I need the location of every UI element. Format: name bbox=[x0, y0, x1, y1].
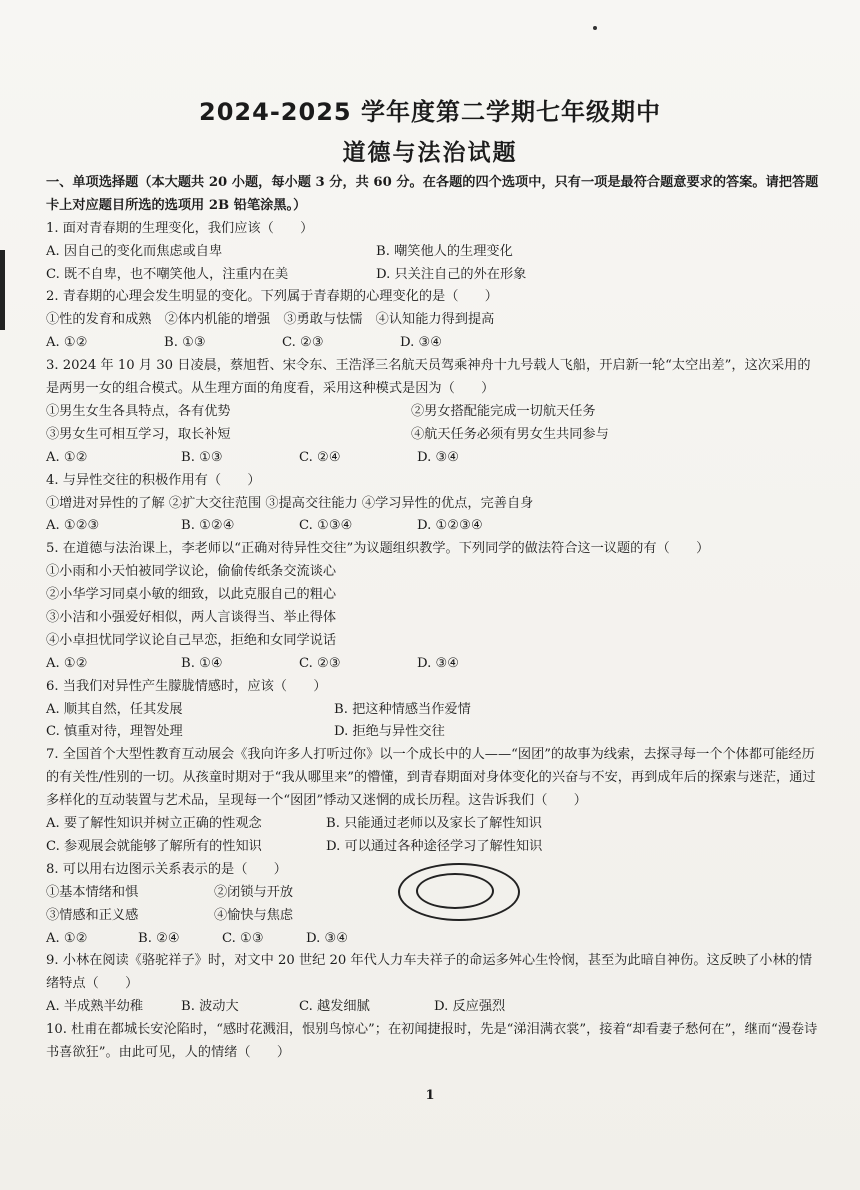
option-b: B. ①②④ bbox=[181, 518, 235, 534]
option-d: D. 反应强烈 bbox=[434, 999, 506, 1015]
question-content bbox=[46, 172, 821, 1065]
option-d: D. ①②③④ bbox=[417, 518, 483, 534]
option-a: A. ①② bbox=[46, 335, 88, 351]
question-5-item-4: ④小卓担忧同学议论自己早恋，拒绝和女同学说话 bbox=[46, 632, 337, 648]
question-1-options-row1 bbox=[46, 241, 821, 264]
question-7-options-row2 bbox=[46, 836, 821, 859]
question-5-options bbox=[46, 653, 821, 676]
question-9-stem: 9. 小林在阅读《骆驼祥子》时，对文中 20 世纪 20 年代人力车夫祥子的命运多舛心生怜悯，甚至为此暗自神伤。这反映了小林的情绪特点（ ） bbox=[46, 953, 813, 992]
option-b: B. ①③ bbox=[164, 335, 206, 351]
question-7-options-row1 bbox=[46, 813, 821, 836]
option-c: C. ②④ bbox=[299, 449, 341, 465]
exam-subtitle: 道德与法治试题 bbox=[342, 140, 518, 166]
option-c: C. ①③ bbox=[222, 930, 264, 946]
option-b: B. 波动大 bbox=[181, 999, 239, 1015]
item-4: ④航天任务必须有男女生共同参与 bbox=[411, 426, 609, 442]
option-d: D. ③④ bbox=[400, 335, 443, 351]
question-1-stem: 1. 面对青春期的生理变化，我们应该（ ） bbox=[46, 220, 314, 236]
question-8-stem: 8. 可以用右边图示关系表示的是（ ） bbox=[46, 861, 287, 877]
question-5-stem: 5. 在道德与法治课上，李老师以“正确对待异性交往”为议题组织教学。下列同学的做法符合这一议题的有（ ） bbox=[46, 541, 710, 557]
question-4-options bbox=[46, 515, 821, 538]
page-number: 1 bbox=[425, 1088, 435, 1103]
question-2-stem: 2. 青春期的心理会发生明显的变化。下列属于青春期的心理变化的是（ ） bbox=[46, 289, 498, 305]
question-9-options bbox=[46, 996, 821, 1019]
option-b: B. ②④ bbox=[138, 930, 180, 946]
option-c: C. 参观展会就能够了解所有的性知识 bbox=[46, 838, 262, 854]
question-6-options-row2 bbox=[46, 721, 821, 744]
option-a: A. 顺其自然，任其发展 bbox=[46, 701, 183, 717]
question-4-stem: 4. 与异性交往的积极作用有（ ） bbox=[46, 472, 261, 488]
item-2: ②闭锁与开放 bbox=[214, 884, 294, 900]
option-a: A. ①②③ bbox=[46, 518, 100, 534]
item-1: ①基本情绪和惧 bbox=[46, 884, 139, 900]
item-2: ②男女搭配能完成一切航天任务 bbox=[411, 403, 596, 419]
nested-oval-diagram-inner bbox=[416, 873, 494, 909]
option-b: B. 把这种情感当作爱情 bbox=[334, 701, 471, 717]
question-3-options bbox=[46, 447, 821, 470]
question-7-stem: 7. 全国首个大型性教育互动展会《我向许多人打听过你》以一个成长中的人——“囡团”的故事为线索，去探寻每一个个体都可能经历的有关性/性别的一切。从孩童时期对于“我从哪里来”的懵懂，到青春期面对身体变化的兴奋与不安，再到成年后的探索与迷茫，通过多样化的互动装置与艺术品，呈现每一个“囡团”悸动又迷惘的成长历程。这告诉我们（ ） bbox=[46, 747, 816, 809]
question-2-items: ①性的发育和成熟 ②体内机能的增强 ③勇敢与怯懦 ④认知能力得到提高 bbox=[46, 312, 495, 328]
scan-edge-mark bbox=[0, 250, 5, 330]
option-a: A. ①② bbox=[46, 449, 88, 465]
option-d: D. ③④ bbox=[306, 930, 349, 946]
question-6-stem: 6. 当我们对异性产生朦胧情感时，应该（ ） bbox=[46, 678, 327, 694]
option-a: A. ①② bbox=[46, 655, 88, 671]
question-5-item-1: ①小雨和小天怕被同学议论，偷偷传纸条交流谈心 bbox=[46, 564, 337, 580]
item-4: ④愉快与焦虑 bbox=[214, 907, 294, 923]
item-3: ③情感和正义感 bbox=[46, 907, 139, 923]
option-d: D. 只关注自己的外在形象 bbox=[376, 266, 527, 282]
option-a: A. 要了解性知识并树立正确的性观念 bbox=[46, 816, 262, 832]
option-c: C. 越发细腻 bbox=[299, 999, 370, 1015]
question-3-items-row1 bbox=[46, 401, 821, 424]
option-a: A. ①② bbox=[46, 930, 88, 946]
option-b: B. 嘲笑他人的生理变化 bbox=[376, 243, 513, 259]
option-b: B. ①③ bbox=[181, 449, 223, 465]
option-d: D. 拒绝与异性交往 bbox=[334, 724, 445, 740]
option-a: A. 因自己的变化而焦虑或自卑 bbox=[46, 243, 223, 259]
option-d: D. 可以通过各种途径学习了解性知识 bbox=[326, 838, 543, 854]
option-c: C. 既不自卑，也不嘲笑他人，注重内在美 bbox=[46, 266, 289, 282]
question-5-item-3: ③小洁和小强爱好相似，两人言谈得当、举止得体 bbox=[46, 609, 337, 625]
question-2-options bbox=[46, 332, 821, 355]
option-b: B. 只能通过老师以及家长了解性知识 bbox=[326, 816, 542, 832]
question-4-items: ①增进对异性的了解 ②扩大交往范围 ③提高交往能力 ④学习异性的优点，完善自身 bbox=[46, 495, 534, 511]
item-1: ①男生女生各具特点，各有优势 bbox=[46, 403, 231, 419]
option-c: C. ①③④ bbox=[299, 518, 353, 534]
question-8-block bbox=[46, 859, 821, 951]
option-c: C. ②③ bbox=[282, 335, 324, 351]
option-d: D. ③④ bbox=[417, 449, 460, 465]
question-3-stem: 3. 2024 年 10 月 30 日凌晨，蔡旭哲、宋令东、王浩泽三名航天员驾乘神舟十九号载人飞船，开启新一轮“太空出差”，这次采用的是两男一女的组合模式。从生理方面的角度看，采用这种模式是因为（ ） bbox=[46, 358, 811, 397]
option-d: D. ③④ bbox=[417, 655, 460, 671]
question-8-options bbox=[46, 928, 821, 951]
option-b: B. ①④ bbox=[181, 655, 223, 671]
section-heading: 一、单项选择题（本大题共 20 小题，每小题 3 分，共 60 分。在各题的四个选项中，只有一项是最符合题意要求的答案。请把答题卡上对应题目所选的选项用 2B 铅笔涂黑。） bbox=[46, 175, 819, 213]
option-a: A. 半成熟半幼稚 bbox=[46, 999, 144, 1015]
exam-title: 2024-2025 学年度第二学期七年级期中 bbox=[199, 98, 661, 126]
question-3-items-row2 bbox=[46, 424, 821, 447]
scan-speck bbox=[593, 26, 597, 30]
question-1-options-row2 bbox=[46, 264, 821, 287]
question-5-item-2: ②小华学习同桌小敏的细致，以此克服自己的粗心 bbox=[46, 587, 337, 603]
option-c: C. ②③ bbox=[299, 655, 341, 671]
option-c: C. 慎重对待，理智处理 bbox=[46, 724, 183, 740]
question-6-options-row1 bbox=[46, 699, 821, 722]
question-10-stem: 10. 杜甫在都城长安沦陷时，“感时花溅泪，恨别鸟惊心”；在初闻捷报时，先是“涕泪满衣裳”，接着“却看妻子愁何在”，继而“漫卷诗书喜欲狂”。由此可见，人的情绪（ ） bbox=[46, 1022, 818, 1060]
item-3: ③男女生可相互学习，取长补短 bbox=[46, 426, 231, 442]
